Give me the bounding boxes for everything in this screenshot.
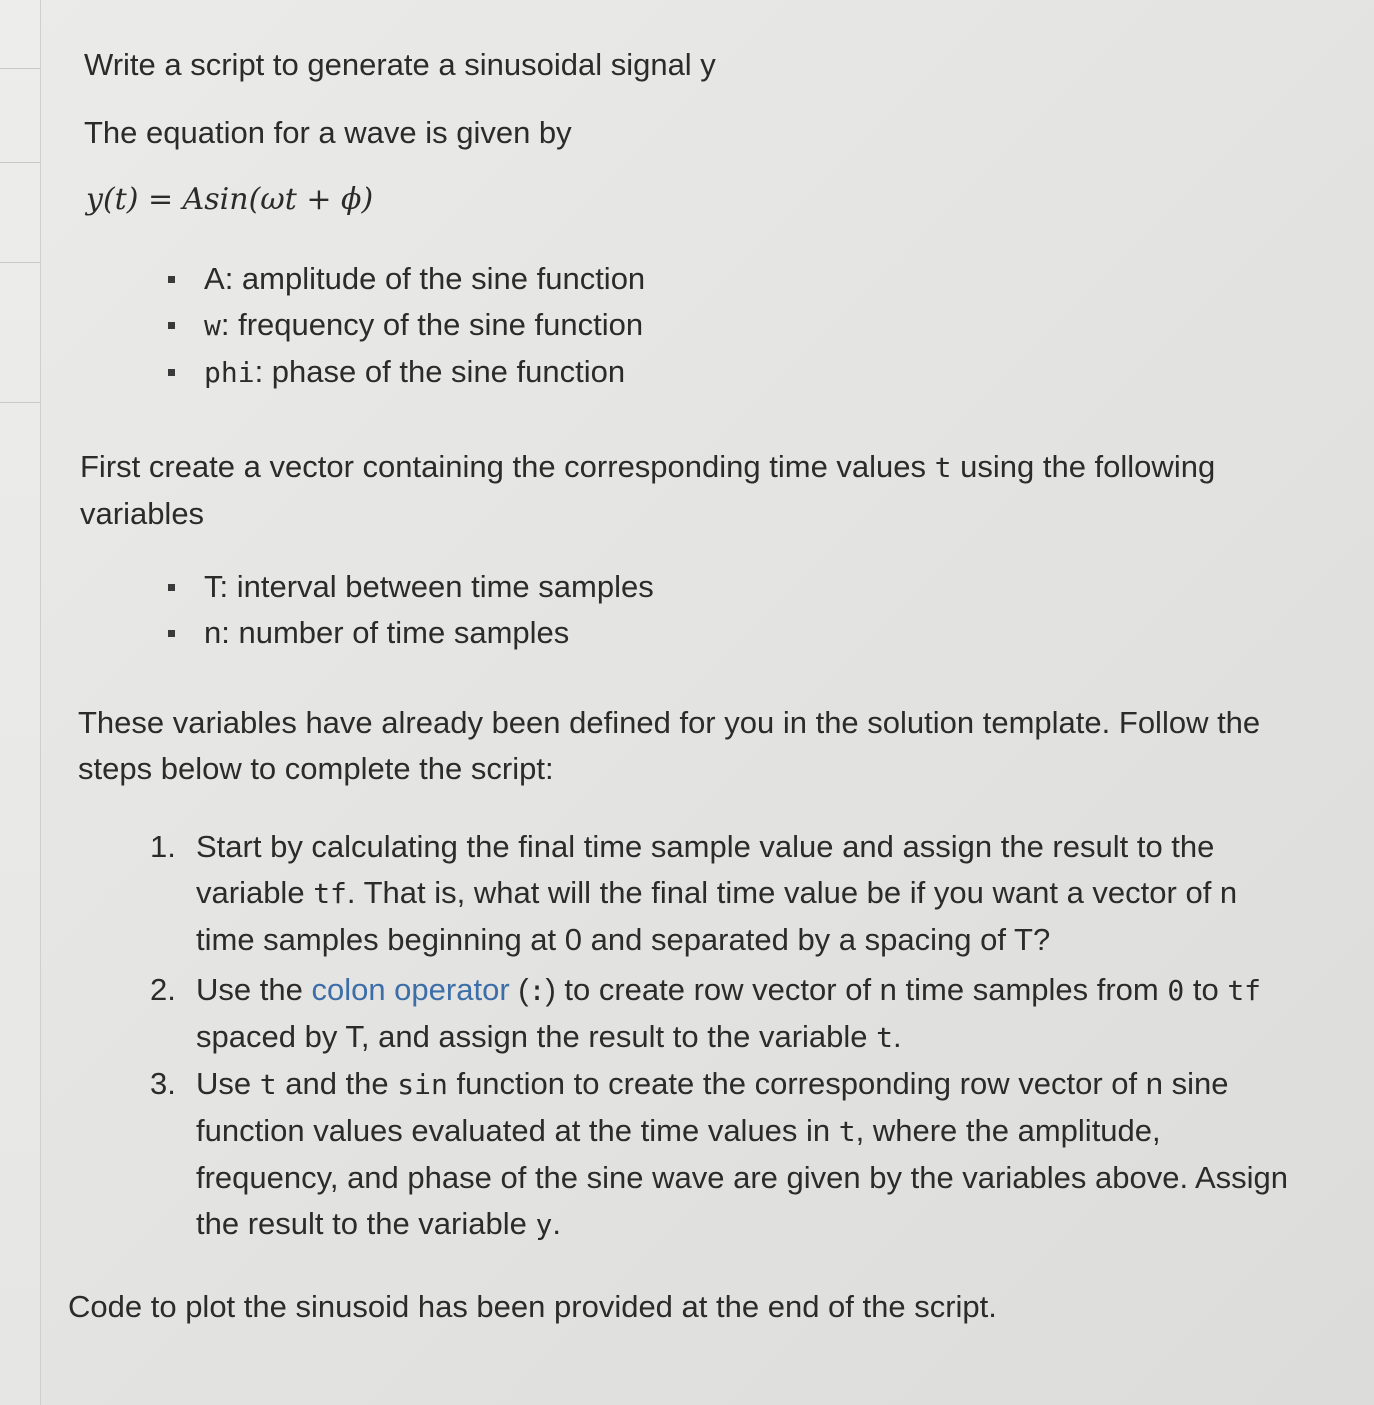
intro-text: First create a vector containing the corresponding time values	[80, 449, 935, 484]
step-text: function to create the corresponding row vector of n sine function values evaluated at the time values in	[196, 1066, 1229, 1148]
bullet-icon	[168, 369, 175, 376]
variable-count	[168, 610, 654, 656]
variable-desc: : number of time samples	[221, 615, 570, 650]
step-text: Use	[196, 1066, 260, 1101]
colon-operator-link[interactable]: colon operator	[311, 972, 510, 1007]
code-tf: tf	[1227, 974, 1262, 1007]
sine-equation: y(t) = Asin(ωt + ϕ)	[86, 182, 374, 217]
step-1	[150, 824, 1300, 963]
step-2	[150, 967, 1300, 1061]
bullet-icon	[168, 276, 175, 283]
code-y: y	[535, 1208, 553, 1241]
code-zero: 0	[1167, 974, 1185, 1007]
step-3	[150, 1061, 1300, 1248]
intro-text: using the following variables	[80, 449, 1216, 531]
steps-intro: These variables have already been defined for you in the solution template. Follow the steps below to complete the script:	[78, 705, 1261, 786]
variable-desc: : interval between time samples	[219, 569, 654, 604]
step-text: and the	[276, 1066, 398, 1101]
equation-intro: The equation for a wave is given by	[84, 115, 572, 150]
parameter-list	[168, 256, 645, 396]
bullet-icon	[168, 630, 175, 637]
step-number: 2.	[150, 972, 176, 1007]
code-colon: :	[528, 974, 546, 1007]
code-t: t	[934, 451, 952, 484]
param-amplitude	[168, 256, 645, 302]
steps-list	[150, 824, 1300, 1248]
variable-name: n	[204, 615, 222, 650]
step-number: 3.	[150, 1066, 176, 1101]
step-text: ) to create row vector of n time samples from	[545, 972, 1168, 1007]
param-desc: : phase of the sine function	[254, 354, 626, 389]
param-desc: : amplitude of the sine function	[224, 261, 646, 296]
code-tf: tf	[313, 877, 347, 910]
param-desc: : frequency of the sine function	[220, 307, 644, 342]
variable-name: T	[204, 569, 220, 604]
step-number: 1.	[150, 829, 176, 864]
step-text: (	[509, 972, 529, 1007]
footer-note: Code to plot the sinusoid has been provided at the end of the script.	[68, 1289, 997, 1324]
step-text: spaced by T, and assign the result to the variable	[196, 1019, 877, 1054]
code-sin: sin	[397, 1068, 448, 1101]
code-t: t	[838, 1115, 856, 1148]
param-name: phi	[204, 356, 255, 389]
step-text: Use the	[196, 972, 312, 1007]
time-variable-list	[168, 564, 654, 656]
step-text: .	[892, 1019, 902, 1054]
bullet-icon	[168, 584, 175, 591]
step-text: to	[1184, 972, 1228, 1007]
bullet-icon	[168, 322, 175, 329]
step-text: , where the amplitude, frequency, and phase of the sine wave are given by the variables above. Assign the result to the variable	[196, 1113, 1289, 1241]
step-text: .	[552, 1206, 561, 1241]
code-t: t	[259, 1068, 277, 1101]
step-text: . That is, what will the final time value be if you want a vector of n time samples beginning at 0 and separated by a spacing of T?	[196, 875, 1238, 957]
time-vector-intro	[80, 444, 1300, 537]
variable-interval	[168, 564, 654, 610]
step-text: Start by calculating the final time sample value and assign the result to the variable	[196, 829, 1215, 910]
param-name: w	[204, 309, 221, 342]
param-phase	[168, 349, 645, 396]
param-frequency	[168, 302, 645, 349]
param-name: A	[204, 261, 225, 296]
code-t: t	[876, 1021, 893, 1054]
problem-title: Write a script to generate a sinusoidal signal y	[84, 47, 716, 82]
